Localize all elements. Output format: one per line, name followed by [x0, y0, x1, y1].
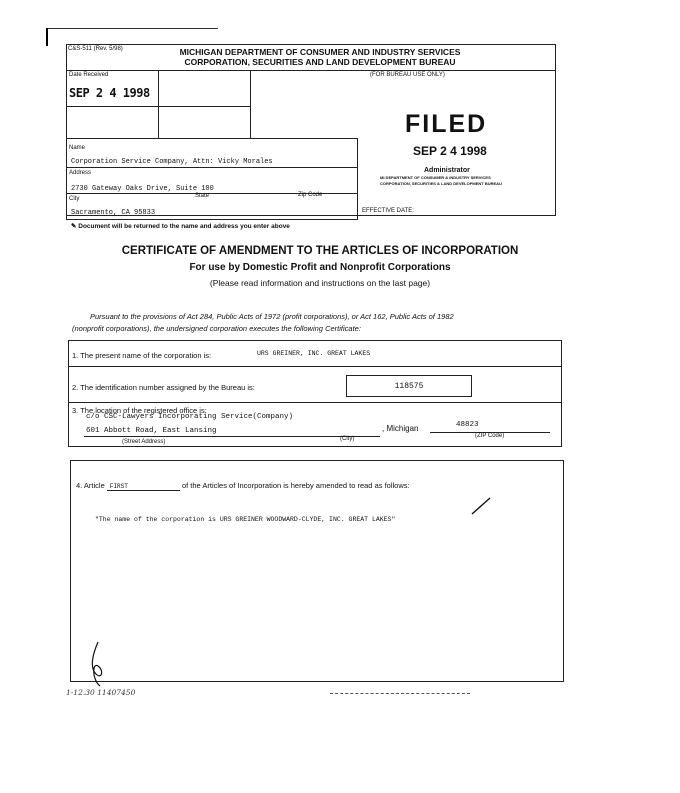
pursuant-line1: Pursuant to the provisions of Act 284, Public Acts of 1972 (profit corporations), or Act 162, Public Acts of 1982	[90, 312, 454, 321]
street-address-label: (Street Address)	[122, 439, 166, 445]
scan-edge-mark	[46, 28, 48, 46]
item3-state: , Michigan	[382, 424, 419, 433]
item3-street: 601 Abbott Road, East Lansing	[86, 427, 217, 435]
date-received-stamp: SEP 2 4 1998	[69, 86, 150, 100]
grid-row-line-1	[66, 106, 250, 107]
city-address-label: (City)	[340, 436, 355, 442]
item4-article: FIRST	[107, 483, 180, 491]
street-line	[84, 436, 380, 437]
state-label: State	[195, 193, 210, 199]
effective-date-label: EFFECTIVE DATE:	[362, 208, 414, 214]
footer-scribble: 1-12.30 11407450	[66, 688, 136, 697]
address-value: 2730 Gateway Oaks Drive, Suite 100	[71, 185, 214, 193]
item3-line1: c/o CSC-Lawyers Incorporating Service(Company)	[86, 413, 294, 421]
address-label: Address	[69, 170, 92, 176]
return-address-box	[66, 138, 358, 220]
filed-date: SEP 2 4 1998	[413, 144, 487, 158]
item4-box	[70, 460, 564, 682]
instructions-note: (Please read information and instructions on the last page)	[209, 278, 431, 288]
id-number-value: 118575	[394, 382, 424, 391]
form-code: C&S-511 (Rev. 5/98)	[68, 46, 123, 52]
item4-label-post: of the Articles of Incorporation is hereby amended to read as follows:	[181, 481, 410, 490]
item2-label: 2. The identification number assigned by the Bureau is:	[72, 383, 255, 392]
grid-divider-1	[158, 70, 159, 138]
scan-top-mark	[48, 28, 218, 29]
item3-label: 3. The location of the registered office is:	[72, 406, 207, 415]
department-line2: CORPORATION, SECURITIES AND LAND DEVELOPMENT BUREAU	[184, 57, 456, 67]
return-note	[71, 222, 290, 230]
item3-zip: 48823	[456, 421, 479, 429]
item2-line	[68, 402, 562, 403]
city-value: Sacramento, CA 95833	[71, 209, 156, 217]
item1-value: URS GREINER, INC. GREAT LAKES	[257, 350, 371, 357]
admin-line2: CORPORATION, SECURITIES & LAND DEVELOPMENT BUREAU	[380, 181, 502, 186]
item4-amendment-text: "The name of the corporation is URS GREINER WOODWARD-CLYDE, INC. GREAT LAKES"	[95, 516, 396, 523]
item4-label	[76, 481, 410, 491]
zip-address-label: (ZIP Code)	[475, 433, 505, 439]
return-note-text: Document will be returned to the name and address you enter above	[78, 223, 290, 230]
department-line1: MICHIGAN DEPARTMENT OF CONSUMER AND INDUSTRY SERVICES	[179, 47, 461, 57]
footer-dash	[330, 693, 470, 694]
zip-label: Zip Code	[298, 192, 323, 198]
city-label: City	[69, 196, 80, 202]
signature-mark-icon	[88, 640, 110, 690]
item1-line	[68, 366, 562, 367]
name-value: Corporation Service Company, Attn: Vicky Morales	[71, 158, 273, 166]
name-line	[66, 167, 358, 168]
name-label: Name	[69, 145, 86, 151]
date-received-label: Date Received	[69, 72, 109, 78]
administrator-label: Administrator	[424, 167, 470, 174]
pursuant-line2: (nonprofit corporations), the undersigned corporation executes the following Certificate:	[72, 324, 361, 333]
certificate-subtitle: For use by Domestic Profit and Nonprofit Corporations	[189, 262, 451, 273]
checkmark-icon	[470, 496, 492, 518]
admin-line1: MI DEPARTMENT OF CONSUMER & INDUSTRY SERVICES	[380, 175, 491, 180]
filed-stamp: FILED	[405, 110, 488, 138]
certificate-title: CERTIFICATE OF AMENDMENT TO THE ARTICLES OF INCORPORATION	[121, 245, 519, 257]
item4-label-pre: 4. Article	[76, 481, 105, 490]
bureau-use-label: (FOR BUREAU USE ONLY)	[370, 72, 445, 78]
pointer-icon: ✎	[71, 223, 77, 230]
grid-divider-2	[250, 70, 251, 138]
item1-label: 1. The present name of the corporation is:	[72, 351, 212, 360]
